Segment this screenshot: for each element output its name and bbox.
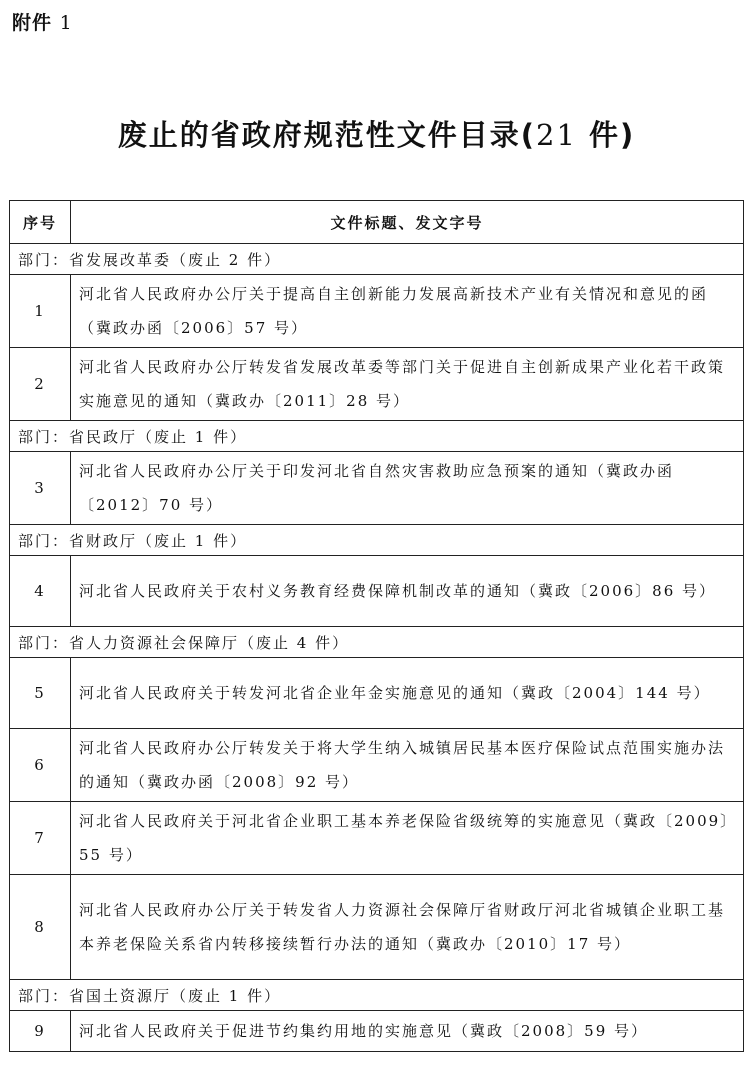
row-number: 8 <box>10 875 71 980</box>
row-number: 2 <box>10 348 71 421</box>
row-document-title: 河北省人民政府关于河北省企业职工基本养老保险省级统筹的实施意见（冀政〔2009〕55 号） <box>71 802 744 875</box>
table-row <box>10 729 744 802</box>
row-document-title: 河北省人民政府关于促进节约集约用地的实施意见（冀政〔2008〕59 号） <box>71 1011 744 1052</box>
row-number: 1 <box>10 275 71 348</box>
column-header-title: 文件标题、发文字号 <box>71 201 744 244</box>
table-header-row <box>10 201 744 244</box>
section-row <box>10 980 744 1011</box>
column-header-number: 序号 <box>10 201 71 244</box>
page-title <box>0 113 753 154</box>
title-count: 21 <box>536 118 577 152</box>
section-heading: 部门：省财政厅（废止 1 件） <box>10 525 744 556</box>
abolished-documents-table <box>9 200 744 1052</box>
section-heading: 部门：省人力资源社会保障厅（废止 4 件） <box>10 627 744 658</box>
table-row <box>10 1011 744 1052</box>
table-row <box>10 802 744 875</box>
section-row <box>10 421 744 452</box>
row-document-title: 河北省人民政府办公厅转发关于将大学生纳入城镇居民基本医疗保险试点范围实施办法的通知（冀政办函〔2008〕92 号） <box>71 729 744 802</box>
table-row <box>10 658 744 729</box>
row-document-title: 河北省人民政府办公厅关于提高自主创新能力发展高新技术产业有关情况和意见的函（冀政办函〔2006〕57 号） <box>71 275 744 348</box>
section-heading: 部门：省国土资源厅（废止 1 件） <box>10 980 744 1011</box>
attachment-number: 1 <box>59 12 73 34</box>
table-row <box>10 875 744 980</box>
row-number: 6 <box>10 729 71 802</box>
row-document-title: 河北省人民政府办公厅关于印发河北省自然灾害救助应急预案的通知（冀政办函〔2012〕70 号） <box>71 452 744 525</box>
title-suffix: 件) <box>576 118 636 152</box>
table-row <box>10 452 744 525</box>
table-row <box>10 275 744 348</box>
section-row <box>10 627 744 658</box>
section-heading: 部门：省民政厅（废止 1 件） <box>10 421 744 452</box>
attachment-label <box>12 8 73 35</box>
section-heading: 部门：省发展改革委（废止 2 件） <box>10 244 744 275</box>
row-document-title: 河北省人民政府办公厅转发省发展改革委等部门关于促进自主创新成果产业化若干政策实施意见的通知（冀政办〔2011〕28 号） <box>71 348 744 421</box>
row-document-title: 河北省人民政府关于转发河北省企业年金实施意见的通知（冀政〔2004〕144 号） <box>71 658 744 729</box>
attachment-label-text: 附件 <box>12 12 53 34</box>
section-row <box>10 244 744 275</box>
row-number: 9 <box>10 1011 71 1052</box>
row-document-title: 河北省人民政府关于农村义务教育经费保障机制改革的通知（冀政〔2006〕86 号） <box>71 556 744 627</box>
row-number: 5 <box>10 658 71 729</box>
table-row <box>10 348 744 421</box>
row-number: 3 <box>10 452 71 525</box>
row-document-title: 河北省人民政府办公厅关于转发省人力资源社会保障厅省财政厅河北省城镇企业职工基本养老保险关系省内转移接续暂行办法的通知（冀政办〔2010〕17 号） <box>71 875 744 980</box>
row-number: 4 <box>10 556 71 627</box>
table-row <box>10 556 744 627</box>
title-main: 废止的省政府规范性文件目录( <box>117 118 536 152</box>
row-number: 7 <box>10 802 71 875</box>
section-row <box>10 525 744 556</box>
